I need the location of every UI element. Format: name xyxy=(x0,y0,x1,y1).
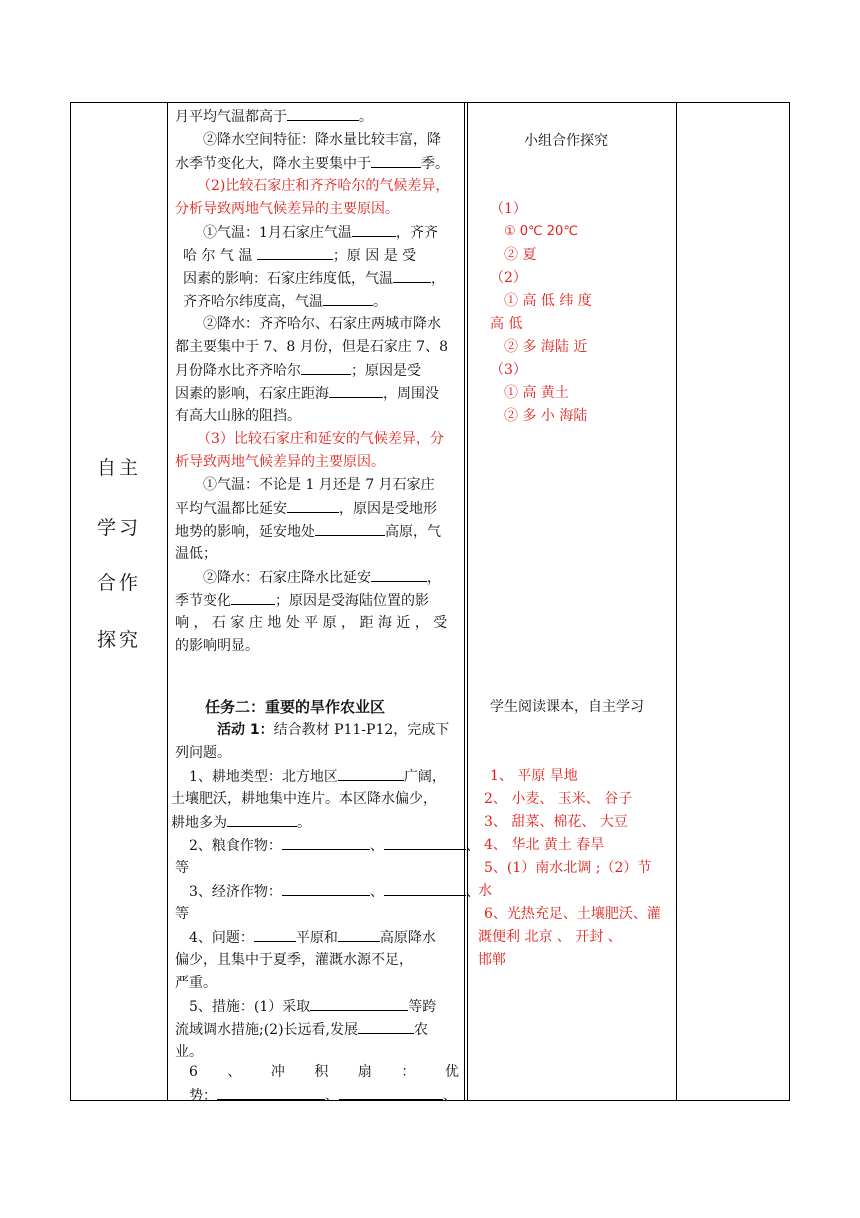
text-line: 等 xyxy=(175,860,189,876)
text-line: 温低； xyxy=(175,546,217,562)
section-heading: 小组合作探究 xyxy=(524,133,608,149)
text-line: ②降水空间特征：降水量比较丰富，降 xyxy=(203,132,441,148)
text-line: 土壤肥沃，耕地集中连片。本区降水偏少， xyxy=(171,791,437,807)
text-line: ①气温：不论是 1 月还是 7 月石家庄 xyxy=(203,477,435,493)
column-divider-double xyxy=(464,103,468,1100)
blank xyxy=(257,245,333,260)
answer-line: 4、 华北 黄土 春旱 xyxy=(484,837,605,853)
answer-line: 邯郸 xyxy=(478,952,506,968)
text-line: ②降水：齐齐哈尔、石家庄两城市降水 xyxy=(203,316,441,332)
text-line-spaced: 6 、 冲 积 扇 ： 优 xyxy=(189,1064,459,1080)
text-line: 月平均气温都高于 xyxy=(175,109,287,125)
blank xyxy=(323,291,373,306)
blank xyxy=(227,812,297,827)
lesson-table: 自主 学习 合作 探究 月平均气温都高于 。 ②降水空间特征：降水量比较丰富，降 水季节变化大，降水主要集中于 季。 （2)比较石家庄和齐齐哈尔的气候差异， 分析导致两地气候差异的主要原因。 ①气温：1月石家庄气温 ，齐齐 哈 尔 气 温 ；原 因 是 受 因素的影响：石家庄纬度低，气温 ， 齐齐哈尔纬度高，气温 。 ②降水：齐齐哈尔、石家庄两城市降水 都主要集中于 7、8 月份，但是石家庄 7、8 月份降水比齐齐哈尔 ；原因是受 因素的影响，石家庄距海 ，周围没 有高大山脉的阻挡。 （3）比较石家庄和延安的气候差异，分 析导致两地气候差异的主要原因。 ①气温：不论是 1 月还是 7 月石家庄 平均气温都比延安 ，原因是受地形 地势的影响，延安地处 高原，气 温低； ②降水：石家庄降水比延安 ， 季节变化 ；原因是受海陆位置的影 响 ， 石 家 庄 地 处 平 原 ， 距 海 近 ， 受 的影响明显。 任务二：重要的旱作农业区 活动 1：结合教材 P11-P12，完成下 列问题。 1、耕地类型：北方地区 广阔， 土壤肥沃，耕地集中连片。本区降水偏少， 耕地多为 。 2、粮食作物： 、 、 等 3、经济作物： 、 、 等 4、问题： 平原和 高原降水 偏少，且集中于夏季，灌溉水源不足， 严重。 5、措施：(1）采取 等跨 流域调水措施;(2)长远看,发展 农 业。 6 、 冲 积 扇 ： 优 势： 、 、 小组合作探究 （1） ① 0℃ 20℃ ② 夏 （2） ① 高 低 纬 度 高 低 ② 多 海陆 近 （3） ① 高 黄土 ② 多 小 海陆 学生阅读课本，自主学习 1、 平原 旱地 2、 小麦、 玉米、 谷子 3、 甜菜、棉花、 大豆 4、 华北 黄土 春旱 5、(1）南水北调 ;（2）节 水 6、光热充足、土壤肥沃、灌 溉便利 北京 、 开封 、 邯郸 xyxy=(70,102,790,1101)
answer-line: （3） xyxy=(490,362,527,378)
column-divider xyxy=(167,103,168,1100)
answer-line: 2、 小麦、 玉米、 谷子 xyxy=(484,791,633,807)
side-label-2: 学习 xyxy=(96,517,141,539)
text-line: 等 xyxy=(175,906,189,922)
answer-line: ① 高 黄土 xyxy=(504,385,569,401)
answer-line: 溉便利 北京 、 开封 、 xyxy=(478,929,622,945)
blank xyxy=(310,996,408,1011)
blank xyxy=(287,498,339,513)
blank xyxy=(254,927,296,942)
blank xyxy=(329,383,383,398)
answer-line: ② 多 小 海陆 xyxy=(504,408,588,424)
text-line: 都主要集中于 7、8 月份，但是石家庄 7、8 xyxy=(175,339,448,355)
text-line: 有高大山脉的阻挡。 xyxy=(175,408,301,424)
answer-line: ② 多 海陆 近 xyxy=(504,339,588,355)
text-line: 响 ， 石 家 庄 地 处 平 原 ， 距 海 近 ， 受 xyxy=(175,615,448,631)
answer-line: ① 高 低 纬 度 xyxy=(504,293,592,309)
blank xyxy=(217,1085,325,1100)
text-line: 偏少，且集中于夏季，灌溉水源不足， xyxy=(175,952,413,968)
blank xyxy=(231,590,275,605)
side-label-1: 自主 xyxy=(96,457,141,479)
answer-line: ② 夏 xyxy=(504,247,537,263)
side-label-4: 探究 xyxy=(96,629,141,651)
answer-line: （2） xyxy=(490,270,527,286)
question-heading: 分析导致两地气候差异的主要原因。 xyxy=(175,201,399,217)
question-heading: （3）比较石家庄和延安的气候差异，分 xyxy=(197,431,444,447)
blank xyxy=(338,766,404,781)
blank xyxy=(371,153,421,168)
answer-line: ① 0℃ 20℃ xyxy=(504,224,578,239)
blank xyxy=(371,567,427,582)
question-heading: （2)比较石家庄和齐齐哈尔的气候差异， xyxy=(197,178,450,194)
answer-line: 水 xyxy=(478,883,492,899)
blank xyxy=(339,1085,443,1100)
activity-label: 活动 1： xyxy=(217,722,274,738)
blank xyxy=(282,881,370,896)
blank xyxy=(393,268,431,283)
text-line: 的影响明显。 xyxy=(175,638,259,654)
answer-line: 1、 平原 旱地 xyxy=(490,768,578,784)
text-line: 业。 xyxy=(175,1044,203,1060)
answer-line: 5、(1）南水北调 ;（2）节 xyxy=(484,860,652,876)
blank xyxy=(384,835,466,850)
answer-line: 3、 甜菜、棉花、 大豆 xyxy=(484,814,628,830)
text-line: 列问题。 xyxy=(175,745,231,761)
side-label-3: 合作 xyxy=(96,572,141,594)
section-heading: 学生阅读课本，自主学习 xyxy=(490,699,644,715)
blank xyxy=(301,360,351,375)
answer-line: 6、光热充足、土壤肥沃、灌 xyxy=(484,906,661,922)
blank xyxy=(358,1019,414,1034)
column-divider xyxy=(676,103,677,1100)
text-line: 严重。 xyxy=(175,975,217,991)
blank xyxy=(315,521,385,536)
blank xyxy=(287,106,359,121)
blank xyxy=(384,881,466,896)
blank xyxy=(338,927,380,942)
blank xyxy=(352,222,396,237)
answer-line: （1） xyxy=(490,201,527,217)
question-heading: 析导致两地气候差异的主要原因。 xyxy=(175,454,385,470)
answer-line: 高 低 xyxy=(490,316,523,332)
task-heading: 任务二：重要的旱作农业区 xyxy=(205,698,386,716)
blank xyxy=(282,835,370,850)
